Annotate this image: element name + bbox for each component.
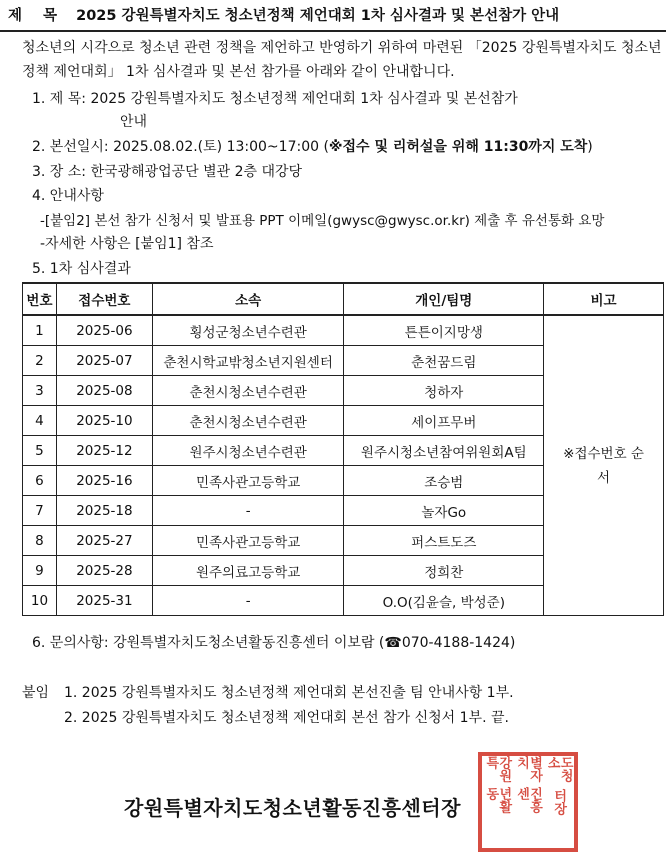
cell-no: 6 bbox=[23, 466, 57, 496]
official-seal-stamp bbox=[478, 752, 578, 852]
cell-receipt: 2025-28 bbox=[56, 556, 152, 586]
cell-no: 8 bbox=[23, 526, 57, 556]
cell-no: 10 bbox=[23, 586, 57, 616]
cell-team: 원주시청소년참여위원회A팀 bbox=[344, 436, 544, 466]
date-value: 2025.08.02.(토) 13:00~17:00 ( bbox=[113, 139, 329, 155]
header-team: 개인/팀명 bbox=[344, 283, 544, 315]
cell-team: 튼튼이지망생 bbox=[344, 315, 544, 346]
subject-value: 2025 강원특별자치도 청소년정책 제언대회 1차 심사결과 및 본선참가 bbox=[90, 91, 518, 107]
document-title bbox=[0, 0, 666, 32]
cell-affiliation: 원주시청소년수련관 bbox=[152, 436, 344, 466]
cell-receipt: 2025-06 bbox=[56, 315, 152, 346]
seal-glyph: 도청소 bbox=[544, 756, 573, 782]
date-row bbox=[32, 136, 593, 156]
seal-glyph: 별자치 bbox=[513, 756, 542, 782]
cell-no: 9 bbox=[23, 556, 57, 586]
cell-receipt: 2025-16 bbox=[56, 466, 152, 496]
result-heading: 5. 1차 심사결과 bbox=[32, 261, 131, 277]
cell-team: 조승범 bbox=[344, 466, 544, 496]
title-text: 2025 강원특별자치도 청소년정책 제언대회 1차 심사결과 및 본선참가 안내 bbox=[76, 8, 560, 24]
subject-value-cont: 안내 bbox=[120, 114, 148, 130]
cell-affiliation: 춘천시청소년수련관 bbox=[152, 406, 344, 436]
cell-team: 세이프무버 bbox=[344, 406, 544, 436]
date-end: ) bbox=[587, 139, 593, 155]
cell-receipt: 2025-10 bbox=[56, 406, 152, 436]
cell-receipt: 2025-12 bbox=[56, 436, 152, 466]
cell-affiliation: 춘천시청소년수련관 bbox=[152, 376, 344, 406]
cell-affiliation: - bbox=[152, 496, 344, 526]
seal-glyph: 터장 bbox=[551, 788, 567, 815]
seal-glyph: 진흥센 bbox=[513, 786, 542, 813]
cell-team: 춘천꿈드림 bbox=[344, 346, 544, 376]
cell-receipt: 2025-08 bbox=[56, 376, 152, 406]
contact-row: 6. 문의사항: 강원특별자치도청소년활동진흥센터 이보람 (☎070-4188-1424) bbox=[32, 635, 516, 651]
result-table bbox=[22, 282, 664, 616]
table-header-row bbox=[23, 283, 664, 315]
remark-cell: ※접수번호 순서 bbox=[544, 315, 664, 616]
cell-receipt: 2025-07 bbox=[56, 346, 152, 376]
header-affiliation: 소속 bbox=[152, 283, 344, 315]
cell-no: 1 bbox=[23, 315, 57, 346]
cell-receipt: 2025-18 bbox=[56, 496, 152, 526]
cell-no: 5 bbox=[23, 436, 57, 466]
cell-receipt: 2025-31 bbox=[56, 586, 152, 616]
place-label: 3. 장 소: bbox=[32, 164, 87, 180]
intro-paragraph: 청소년의 시각으로 청소년 관련 정책을 제언하고 반영하기 위하여 마련된 「2025 강원특별자치도 청소년정책 제언대회」 1차 심사결과 및 본선 참가를 아래와 같이 안내합니다. bbox=[22, 40, 662, 80]
attachment-2: 2. 2025 강원특별자치도 청소년정책 제언대회 본선 참가 신청서 1부. 끝. bbox=[64, 710, 509, 726]
place-row bbox=[32, 161, 302, 181]
cell-no: 2 bbox=[23, 346, 57, 376]
cell-no: 7 bbox=[23, 496, 57, 526]
cell-team: 퍼스트도즈 bbox=[344, 526, 544, 556]
cell-receipt: 2025-27 bbox=[56, 526, 152, 556]
header-remark: 비고 bbox=[544, 283, 664, 315]
table-row bbox=[23, 315, 664, 346]
issuer-name: 강원특별자치도청소년활동진흥센터장 bbox=[124, 796, 461, 820]
cell-affiliation: 횡성군청소년수련관 bbox=[152, 315, 344, 346]
cell-team: 정희찬 bbox=[344, 556, 544, 586]
place-value: 한국광해광업공단 별관 2층 대강당 bbox=[90, 164, 303, 180]
seal-glyph: 년활동 bbox=[483, 786, 512, 813]
notice-item-2: -자세한 사항은 [붙임1] 참조 bbox=[40, 236, 214, 252]
cell-no: 4 bbox=[23, 406, 57, 436]
cell-affiliation: 춘천시학교밖청소년지원센터 bbox=[152, 346, 344, 376]
header-no: 번호 bbox=[23, 283, 57, 315]
attachment-label: 붙임 bbox=[22, 685, 50, 701]
notice-item-1: -[붙임2] 본선 참가 신청서 및 발표용 PPT 이메일(gwysc@gwysc.or.kr) 제출 후 유선통화 요망 bbox=[40, 213, 605, 229]
subject-label: 1. 제 목: bbox=[32, 91, 87, 107]
date-arrival-note: ※접수 및 리허설을 위해 11:30까지 도착 bbox=[328, 139, 588, 155]
cell-team: O.O(김윤슬, 박성준) bbox=[344, 586, 544, 616]
date-label: 2. 본선일시: bbox=[32, 139, 109, 155]
title-label: 제 목 bbox=[8, 8, 66, 24]
attachment-1: 1. 2025 강원특별자치도 청소년정책 제언대회 본선진출 팀 안내사항 1부. bbox=[64, 685, 514, 701]
cell-affiliation: 원주의료고등학교 bbox=[152, 556, 344, 586]
seal-glyph: 강원특 bbox=[483, 756, 512, 782]
cell-team: 청하자 bbox=[344, 376, 544, 406]
cell-no: 3 bbox=[23, 376, 57, 406]
cell-affiliation: 민족사관고등학교 bbox=[152, 466, 344, 496]
cell-affiliation: - bbox=[152, 586, 344, 616]
cell-team: 놀자Go bbox=[344, 496, 544, 526]
subject-row bbox=[32, 88, 518, 108]
cell-affiliation: 민족사관고등학교 bbox=[152, 526, 344, 556]
notice-heading: 4. 안내사항 bbox=[32, 188, 104, 204]
header-receipt: 접수번호 bbox=[56, 283, 152, 315]
